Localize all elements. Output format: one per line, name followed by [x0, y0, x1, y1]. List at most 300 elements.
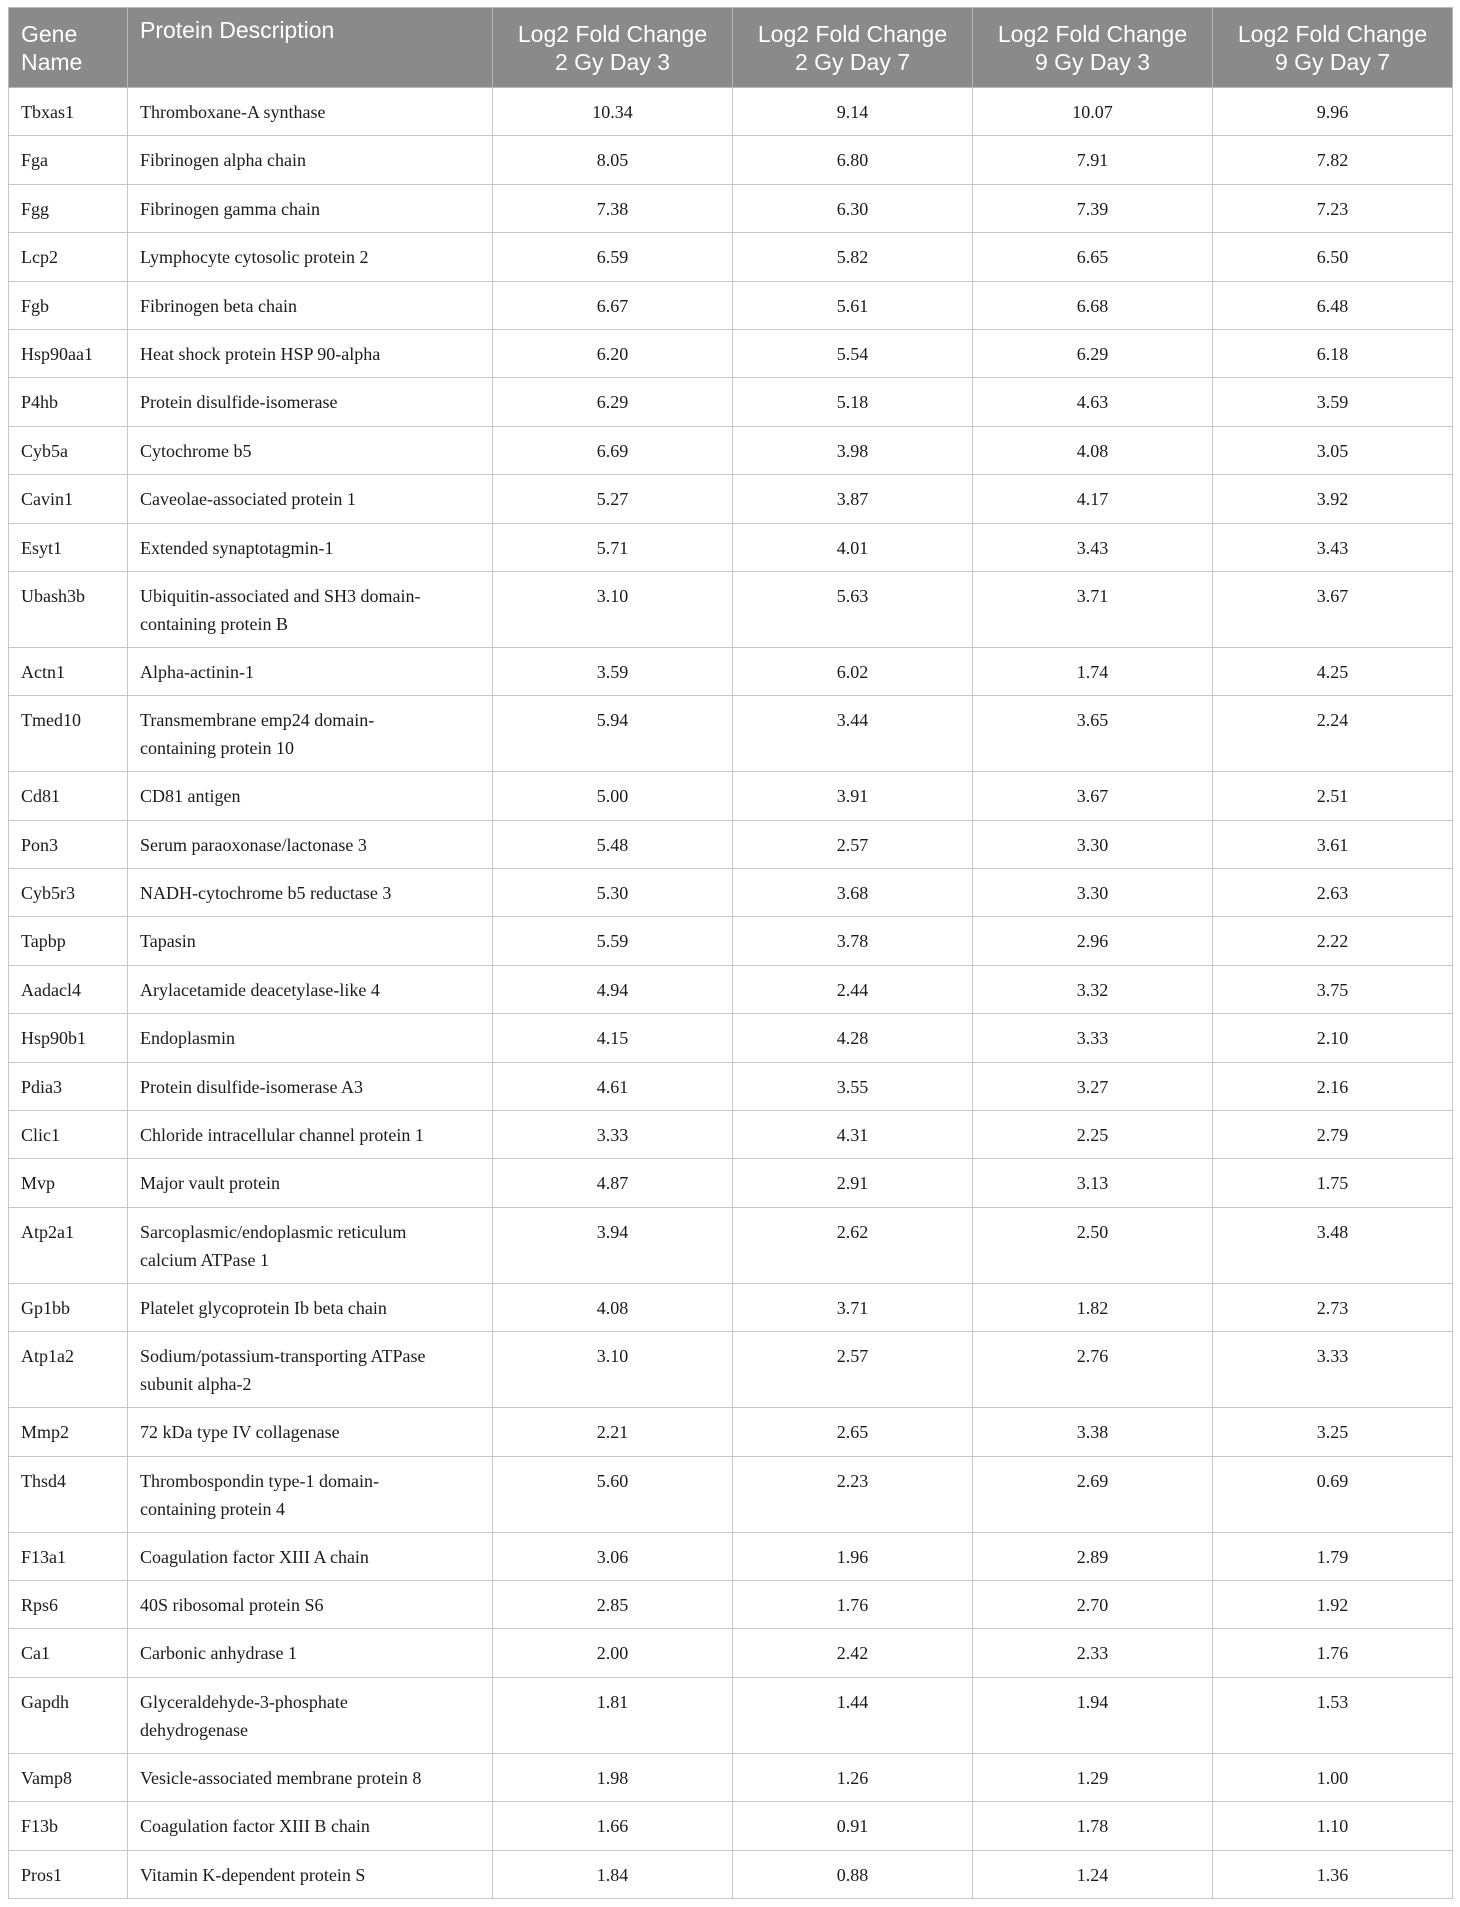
protein-description-cell — [128, 1753, 493, 1801]
value-2gy-day3-cell: 6.67 — [493, 281, 733, 329]
table-row — [9, 1532, 1453, 1580]
value-2gy-day7-cell: 4.28 — [733, 1014, 973, 1062]
header-protein-description — [128, 8, 493, 88]
value-2gy-day3-cell: 1.84 — [493, 1850, 733, 1898]
value-2gy-day7-cell: 2.57 — [733, 820, 973, 868]
table-row — [9, 1753, 1453, 1801]
value-2gy-day7-cell: 3.44 — [733, 696, 973, 772]
value-9gy-day3-cell: 2.96 — [973, 917, 1213, 965]
header-line: 2 Gy Day 7 — [794, 48, 911, 75]
value-9gy-day3-cell: 2.33 — [973, 1629, 1213, 1677]
value-2gy-day7-cell: 1.44 — [733, 1677, 973, 1753]
header-gene-name — [9, 8, 128, 88]
value-9gy-day7-cell: 3.61 — [1213, 820, 1453, 868]
value-2gy-day3-cell: 2.00 — [493, 1629, 733, 1677]
value-2gy-day3-cell: 5.94 — [493, 696, 733, 772]
value-2gy-day7-cell: 3.68 — [733, 869, 973, 917]
protein-description-cell — [128, 1014, 493, 1062]
gene-name-cell: Fgg — [9, 184, 128, 232]
value-9gy-day7-cell: 3.05 — [1213, 426, 1453, 474]
value-9gy-day3-cell: 3.67 — [973, 772, 1213, 820]
value-2gy-day3-cell: 3.06 — [493, 1532, 733, 1580]
description-line: Sodium/potassium-transporting ATPase — [140, 1346, 426, 1367]
header-line: 2 Gy Day 3 — [554, 48, 671, 75]
protein-description-cell — [128, 1332, 493, 1408]
description-line: Thrombospondin type-1 domain- — [140, 1470, 379, 1491]
table-row — [9, 772, 1453, 820]
gene-name-cell: Fga — [9, 136, 128, 184]
gene-name-cell: Gp1bb — [9, 1283, 128, 1331]
description-line: Thromboxane-A synthase — [140, 102, 326, 122]
description-line: Sarcoplasmic/endoplasmic reticulum — [140, 1221, 407, 1242]
value-9gy-day3-cell: 1.82 — [973, 1283, 1213, 1331]
value-2gy-day3-cell: 5.48 — [493, 820, 733, 868]
value-2gy-day7-cell: 2.57 — [733, 1332, 973, 1408]
value-2gy-day7-cell: 1.26 — [733, 1753, 973, 1801]
value-9gy-day7-cell: 6.18 — [1213, 329, 1453, 377]
value-2gy-day3-cell: 6.20 — [493, 329, 733, 377]
description-line: Glyceraldehyde-3-phosphate — [140, 1691, 348, 1712]
table-row — [9, 1207, 1453, 1283]
value-2gy-day7-cell: 5.54 — [733, 329, 973, 377]
value-2gy-day3-cell: 4.94 — [493, 965, 733, 1013]
description-line: Coagulation factor XIII B chain — [140, 1816, 370, 1837]
value-9gy-day7-cell: 2.51 — [1213, 772, 1453, 820]
description-line: dehydrogenase — [140, 1719, 248, 1740]
protein-description-cell — [128, 1062, 493, 1110]
description-line: Platelet glycoprotein Ib beta chain — [140, 1297, 387, 1318]
value-9gy-day3-cell: 3.32 — [973, 965, 1213, 1013]
table-row — [9, 820, 1453, 868]
value-2gy-day3-cell: 5.30 — [493, 869, 733, 917]
gene-name-cell: Rps6 — [9, 1580, 128, 1628]
value-9gy-day7-cell: 1.75 — [1213, 1159, 1453, 1207]
value-9gy-day3-cell: 1.94 — [973, 1677, 1213, 1753]
value-9gy-day3-cell: 7.91 — [973, 136, 1213, 184]
value-2gy-day7-cell: 5.18 — [733, 378, 973, 426]
value-2gy-day3-cell: 8.05 — [493, 136, 733, 184]
value-2gy-day7-cell: 0.91 — [733, 1802, 973, 1850]
value-9gy-day7-cell: 2.16 — [1213, 1062, 1453, 1110]
table-row — [9, 1456, 1453, 1532]
gene-name-cell: Atp2a1 — [9, 1207, 128, 1283]
value-9gy-day3-cell: 3.13 — [973, 1159, 1213, 1207]
value-2gy-day7-cell: 3.98 — [733, 426, 973, 474]
description-line: Protein disulfide-isomerase — [140, 392, 338, 413]
value-9gy-day7-cell: 3.75 — [1213, 965, 1453, 1013]
description-line: Transmembrane emp24 domain- — [140, 710, 375, 731]
protein-description-cell — [128, 329, 493, 377]
value-9gy-day7-cell: 2.24 — [1213, 696, 1453, 772]
protein-description-cell — [128, 1532, 493, 1580]
value-2gy-day7-cell: 0.88 — [733, 1850, 973, 1898]
gene-name-cell: Vamp8 — [9, 1753, 128, 1801]
table-row — [9, 696, 1453, 772]
protein-description-cell — [128, 475, 493, 523]
protein-description-cell — [128, 184, 493, 232]
description-line: CD81 antigen — [140, 786, 241, 807]
header-line: Log2 Fold Change — [1237, 20, 1428, 47]
gene-name-cell: Tapbp — [9, 917, 128, 965]
table-row — [9, 917, 1453, 965]
description-line: containing protein 4 — [140, 1498, 285, 1519]
value-2gy-day3-cell: 6.69 — [493, 426, 733, 474]
gene-name-cell: Aadacl4 — [9, 965, 128, 1013]
description-line: Coagulation factor XIII A chain — [140, 1546, 369, 1567]
protein-description-cell — [128, 1456, 493, 1532]
table-row — [9, 1283, 1453, 1331]
protein-description-cell — [128, 1283, 493, 1331]
gene-name-cell: Hsp90aa1 — [9, 329, 128, 377]
value-2gy-day3-cell: 6.29 — [493, 378, 733, 426]
table-row — [9, 378, 1453, 426]
value-2gy-day7-cell: 3.87 — [733, 475, 973, 523]
value-9gy-day3-cell: 4.08 — [973, 426, 1213, 474]
value-2gy-day7-cell: 6.80 — [733, 136, 973, 184]
header-line: Protein Description — [140, 17, 335, 43]
value-2gy-day7-cell: 1.96 — [733, 1532, 973, 1580]
table-body — [9, 88, 1453, 1899]
value-2gy-day7-cell: 2.23 — [733, 1456, 973, 1532]
table-row — [9, 1014, 1453, 1062]
protein-description-cell — [128, 820, 493, 868]
description-line: Serum paraoxonase/lactonase 3 — [140, 834, 367, 855]
value-9gy-day3-cell: 6.29 — [973, 329, 1213, 377]
value-9gy-day7-cell: 2.73 — [1213, 1283, 1453, 1331]
value-9gy-day3-cell: 3.43 — [973, 523, 1213, 571]
value-9gy-day3-cell: 1.78 — [973, 1802, 1213, 1850]
gene-name-cell: Esyt1 — [9, 523, 128, 571]
value-9gy-day7-cell: 3.25 — [1213, 1408, 1453, 1456]
value-2gy-day7-cell: 5.63 — [733, 571, 973, 647]
protein-description-cell — [128, 917, 493, 965]
value-2gy-day3-cell: 10.34 — [493, 88, 733, 136]
gene-name-cell: Ubash3b — [9, 571, 128, 647]
value-9gy-day3-cell: 3.71 — [973, 571, 1213, 647]
value-2gy-day3-cell: 3.33 — [493, 1111, 733, 1159]
value-2gy-day3-cell: 1.98 — [493, 1753, 733, 1801]
table-row — [9, 88, 1453, 136]
protein-description-cell — [128, 136, 493, 184]
header-line: Gene — [21, 20, 78, 47]
value-9gy-day7-cell: 2.63 — [1213, 869, 1453, 917]
protein-description-cell — [128, 1408, 493, 1456]
value-9gy-day7-cell: 4.25 — [1213, 647, 1453, 695]
value-2gy-day3-cell: 2.85 — [493, 1580, 733, 1628]
value-9gy-day3-cell: 4.63 — [973, 378, 1213, 426]
value-9gy-day7-cell: 3.59 — [1213, 378, 1453, 426]
gene-name-cell: Cyb5a — [9, 426, 128, 474]
value-9gy-day3-cell: 3.30 — [973, 820, 1213, 868]
description-line: Chloride intracellular channel protein 1 — [140, 1125, 424, 1146]
gene-name-cell: Ca1 — [9, 1629, 128, 1677]
table-row — [9, 329, 1453, 377]
value-9gy-day7-cell: 1.00 — [1213, 1753, 1453, 1801]
gene-name-cell: Actn1 — [9, 647, 128, 695]
table-row — [9, 571, 1453, 647]
value-2gy-day3-cell: 4.61 — [493, 1062, 733, 1110]
description-line: Lymphocyte cytosolic protein 2 — [140, 247, 369, 268]
table-row — [9, 233, 1453, 281]
description-line: Carbonic anhydrase 1 — [140, 1643, 297, 1664]
gene-name-cell: Clic1 — [9, 1111, 128, 1159]
fold-change-table — [8, 7, 1453, 1899]
table-row — [9, 1677, 1453, 1753]
value-2gy-day7-cell: 3.91 — [733, 772, 973, 820]
table-row — [9, 869, 1453, 917]
value-9gy-day7-cell: 3.48 — [1213, 1207, 1453, 1283]
description-line: 72 kDa type IV collagenase — [140, 1422, 340, 1443]
value-9gy-day3-cell: 3.27 — [973, 1062, 1213, 1110]
value-9gy-day3-cell: 1.29 — [973, 1753, 1213, 1801]
value-9gy-day7-cell: 2.22 — [1213, 917, 1453, 965]
value-9gy-day7-cell: 3.43 — [1213, 523, 1453, 571]
value-9gy-day7-cell: 7.82 — [1213, 136, 1453, 184]
header-row — [9, 8, 1453, 88]
table-row — [9, 1111, 1453, 1159]
table-header — [9, 8, 1453, 88]
description-line: subunit alpha-2 — [140, 1374, 252, 1395]
protein-description-cell — [128, 1207, 493, 1283]
description-line: containing protein B — [140, 613, 288, 634]
value-9gy-day7-cell: 0.69 — [1213, 1456, 1453, 1532]
value-9gy-day3-cell: 2.25 — [973, 1111, 1213, 1159]
value-2gy-day3-cell: 5.27 — [493, 475, 733, 523]
value-9gy-day7-cell: 6.50 — [1213, 233, 1453, 281]
value-2gy-day7-cell: 4.01 — [733, 523, 973, 571]
value-9gy-day3-cell: 2.76 — [973, 1332, 1213, 1408]
value-9gy-day7-cell: 9.96 — [1213, 88, 1453, 136]
table-row — [9, 647, 1453, 695]
description-line: Extended synaptotagmin-1 — [140, 537, 334, 558]
protein-description-cell — [128, 696, 493, 772]
gene-name-cell: Pon3 — [9, 820, 128, 868]
protein-description-cell — [128, 378, 493, 426]
protein-description-cell — [128, 772, 493, 820]
value-2gy-day3-cell: 5.59 — [493, 917, 733, 965]
value-2gy-day3-cell: 1.66 — [493, 1802, 733, 1850]
data-table-container — [8, 7, 1452, 1899]
protein-description-cell — [128, 281, 493, 329]
protein-description-cell — [128, 1802, 493, 1850]
gene-name-cell: F13a1 — [9, 1532, 128, 1580]
value-9gy-day3-cell: 6.68 — [973, 281, 1213, 329]
header-line: Log2 Fold Change — [517, 20, 708, 47]
value-9gy-day3-cell: 2.89 — [973, 1532, 1213, 1580]
value-9gy-day7-cell: 1.53 — [1213, 1677, 1453, 1753]
gene-name-cell: Atp1a2 — [9, 1332, 128, 1408]
value-9gy-day7-cell: 6.48 — [1213, 281, 1453, 329]
description-line: Fibrinogen alpha chain — [140, 150, 306, 171]
table-row — [9, 1802, 1453, 1850]
description-line: Caveolae-associated protein 1 — [140, 489, 356, 510]
table-row — [9, 281, 1453, 329]
value-2gy-day7-cell: 2.62 — [733, 1207, 973, 1283]
header-line: Name — [21, 48, 83, 75]
value-2gy-day3-cell: 5.00 — [493, 772, 733, 820]
value-9gy-day7-cell: 1.79 — [1213, 1532, 1453, 1580]
value-2gy-day7-cell: 6.02 — [733, 647, 973, 695]
value-2gy-day3-cell: 5.60 — [493, 1456, 733, 1532]
value-2gy-day7-cell: 2.42 — [733, 1629, 973, 1677]
description-line: Tapasin — [140, 931, 196, 952]
value-2gy-day7-cell: 6.30 — [733, 184, 973, 232]
description-line: Heat shock protein HSP 90-alpha — [140, 343, 381, 364]
value-2gy-day7-cell: 3.55 — [733, 1062, 973, 1110]
description-line: Vitamin K-dependent protein S — [140, 1864, 366, 1885]
value-9gy-day7-cell: 1.36 — [1213, 1850, 1453, 1898]
value-2gy-day3-cell: 4.08 — [493, 1283, 733, 1331]
header-line: Log2 Fold Change — [757, 20, 948, 47]
table-row — [9, 1629, 1453, 1677]
value-9gy-day3-cell: 4.17 — [973, 475, 1213, 523]
protein-description-cell — [128, 965, 493, 1013]
value-9gy-day3-cell: 2.69 — [973, 1456, 1213, 1532]
protein-description-cell — [128, 1580, 493, 1628]
value-9gy-day7-cell: 1.92 — [1213, 1580, 1453, 1628]
value-9gy-day3-cell: 2.50 — [973, 1207, 1213, 1283]
table-row — [9, 136, 1453, 184]
protein-description-cell — [128, 869, 493, 917]
description-line: Protein disulfide-isomerase A3 — [140, 1076, 363, 1097]
value-2gy-day7-cell: 1.76 — [733, 1580, 973, 1628]
description-line: Arylacetamide deacetylase-like 4 — [140, 979, 380, 1000]
value-2gy-day7-cell: 2.91 — [733, 1159, 973, 1207]
table-row — [9, 1062, 1453, 1110]
header-line: 9 Gy Day 3 — [1034, 48, 1151, 75]
description-line: NADH-cytochrome b5 reductase 3 — [140, 883, 392, 904]
gene-name-cell: Tmed10 — [9, 696, 128, 772]
value-9gy-day3-cell: 1.74 — [973, 647, 1213, 695]
value-2gy-day3-cell: 2.21 — [493, 1408, 733, 1456]
value-9gy-day3-cell: 3.38 — [973, 1408, 1213, 1456]
value-2gy-day7-cell: 5.61 — [733, 281, 973, 329]
description-line: Endoplasmin — [140, 1028, 235, 1049]
value-2gy-day7-cell: 3.78 — [733, 917, 973, 965]
gene-name-cell: Cd81 — [9, 772, 128, 820]
protein-description-cell — [128, 1159, 493, 1207]
protein-description-cell — [128, 647, 493, 695]
value-9gy-day3-cell: 6.65 — [973, 233, 1213, 281]
value-9gy-day7-cell: 7.23 — [1213, 184, 1453, 232]
value-2gy-day3-cell: 4.87 — [493, 1159, 733, 1207]
table-row — [9, 965, 1453, 1013]
value-2gy-day3-cell: 3.10 — [493, 571, 733, 647]
protein-description-cell — [128, 571, 493, 647]
header-line: 9 Gy Day 7 — [1274, 48, 1391, 75]
table-row — [9, 523, 1453, 571]
gene-name-cell: Mvp — [9, 1159, 128, 1207]
value-9gy-day3-cell: 10.07 — [973, 88, 1213, 136]
value-2gy-day3-cell: 6.59 — [493, 233, 733, 281]
value-9gy-day3-cell: 2.70 — [973, 1580, 1213, 1628]
table-row — [9, 1408, 1453, 1456]
protein-description-cell — [128, 88, 493, 136]
description-line: 40S ribosomal protein S6 — [140, 1594, 324, 1615]
header-line: Log2 Fold Change — [997, 20, 1188, 47]
table-row — [9, 1850, 1453, 1898]
protein-description-cell — [128, 233, 493, 281]
table-row — [9, 1580, 1453, 1628]
value-2gy-day3-cell: 3.10 — [493, 1332, 733, 1408]
value-9gy-day3-cell: 7.39 — [973, 184, 1213, 232]
value-2gy-day7-cell: 4.31 — [733, 1111, 973, 1159]
table-row — [9, 1159, 1453, 1207]
gene-name-cell: Cyb5r3 — [9, 869, 128, 917]
gene-name-cell: F13b — [9, 1802, 128, 1850]
description-line: Cytochrome b5 — [140, 440, 252, 461]
value-2gy-day3-cell: 5.71 — [493, 523, 733, 571]
gene-name-cell: Lcp2 — [9, 233, 128, 281]
gene-name-cell: P4hb — [9, 378, 128, 426]
value-2gy-day7-cell: 2.65 — [733, 1408, 973, 1456]
description-line: Ubiquitin-associated and SH3 domain- — [140, 585, 421, 606]
table-row — [9, 1332, 1453, 1408]
gene-name-cell: Hsp90b1 — [9, 1014, 128, 1062]
value-2gy-day7-cell: 2.44 — [733, 965, 973, 1013]
gene-name-cell: Cavin1 — [9, 475, 128, 523]
table-row — [9, 184, 1453, 232]
value-9gy-day7-cell: 2.79 — [1213, 1111, 1453, 1159]
description-line: Vesicle-associated membrane protein 8 — [140, 1767, 422, 1788]
protein-description-cell — [128, 426, 493, 474]
table-row — [9, 475, 1453, 523]
description-line: containing protein 10 — [140, 738, 294, 759]
gene-name-cell: Pdia3 — [9, 1062, 128, 1110]
value-9gy-day7-cell: 3.33 — [1213, 1332, 1453, 1408]
header-2gy-day7 — [733, 8, 973, 88]
protein-description-cell — [128, 523, 493, 571]
value-9gy-day3-cell: 3.30 — [973, 869, 1213, 917]
value-2gy-day7-cell: 9.14 — [733, 88, 973, 136]
protein-description-cell — [128, 1111, 493, 1159]
description-line: Fibrinogen gamma chain — [140, 198, 320, 219]
value-2gy-day3-cell: 3.59 — [493, 647, 733, 695]
gene-name-cell: Tbxas1 — [9, 88, 128, 136]
description-line: Major vault protein — [140, 1173, 280, 1194]
value-9gy-day7-cell: 3.92 — [1213, 475, 1453, 523]
header-9gy-day7 — [1213, 8, 1453, 88]
header-9gy-day3 — [973, 8, 1213, 88]
value-2gy-day3-cell: 7.38 — [493, 184, 733, 232]
protein-description-cell — [128, 1850, 493, 1898]
value-9gy-day3-cell: 3.65 — [973, 696, 1213, 772]
value-9gy-day3-cell: 3.33 — [973, 1014, 1213, 1062]
value-2gy-day3-cell: 1.81 — [493, 1677, 733, 1753]
value-2gy-day7-cell: 5.82 — [733, 233, 973, 281]
gene-name-cell: Thsd4 — [9, 1456, 128, 1532]
description-line: calcium ATPase 1 — [140, 1249, 269, 1270]
value-2gy-day3-cell: 4.15 — [493, 1014, 733, 1062]
protein-description-cell — [128, 1629, 493, 1677]
value-9gy-day7-cell: 1.76 — [1213, 1629, 1453, 1677]
value-9gy-day3-cell: 1.24 — [973, 1850, 1213, 1898]
gene-name-cell: Mmp2 — [9, 1408, 128, 1456]
protein-description-cell — [128, 1677, 493, 1753]
value-2gy-day3-cell: 3.94 — [493, 1207, 733, 1283]
description-line: Alpha-actinin-1 — [140, 661, 254, 682]
gene-name-cell: Gapdh — [9, 1677, 128, 1753]
description-line: Fibrinogen beta chain — [140, 295, 297, 316]
gene-name-cell: Pros1 — [9, 1850, 128, 1898]
value-9gy-day7-cell: 3.67 — [1213, 571, 1453, 647]
header-2gy-day3 — [493, 8, 733, 88]
value-9gy-day7-cell: 1.10 — [1213, 1802, 1453, 1850]
value-2gy-day7-cell: 3.71 — [733, 1283, 973, 1331]
value-9gy-day7-cell: 2.10 — [1213, 1014, 1453, 1062]
table-row — [9, 426, 1453, 474]
gene-name-cell: Fgb — [9, 281, 128, 329]
